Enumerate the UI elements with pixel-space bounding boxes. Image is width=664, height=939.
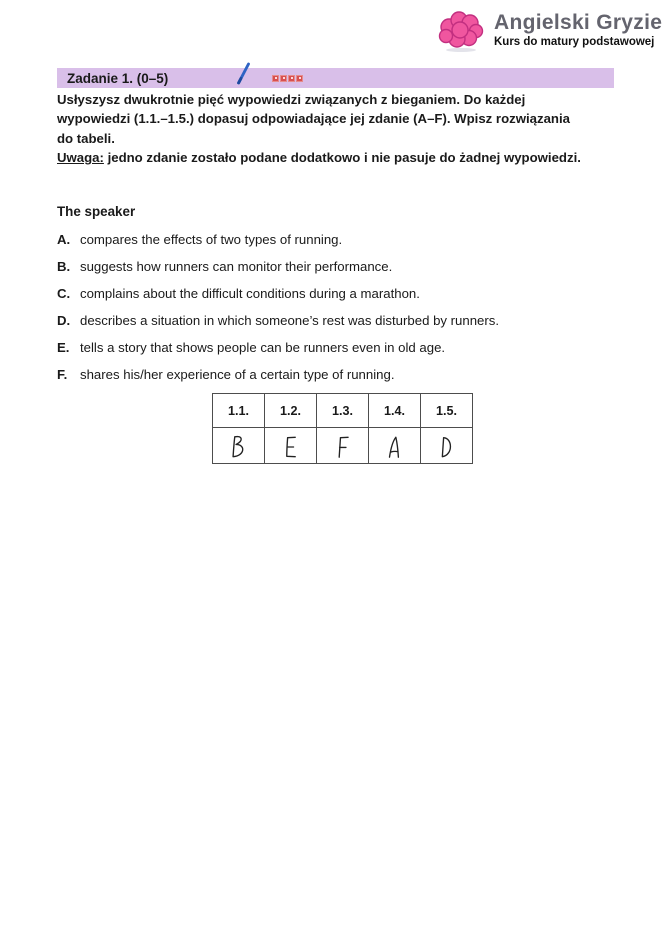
answer-cell [213, 428, 265, 464]
note-label: Uwaga: [57, 150, 104, 166]
answer-cell [369, 428, 421, 464]
answer-cell [265, 428, 317, 464]
sentence-letter: D. [57, 312, 71, 328]
sentence-text: shares his/her experience of a certain type of running. [80, 366, 395, 382]
task-instructions [57, 90, 581, 168]
sentence-list [57, 227, 499, 388]
sentence-letter: C. [57, 285, 71, 301]
sentence-item [57, 254, 499, 281]
task-title: Zadanie 1. (0–5) [67, 70, 169, 86]
brand-title: Angielski Gryzie [494, 11, 663, 34]
answers-table [212, 393, 473, 464]
instruction-line: do tabeli. [57, 130, 115, 146]
instruction-line: wypowiedzi (1.1.–1.5.) dopasuj odpowiadające jej zdanie (A–F). Wpisz rozwiązania [57, 111, 570, 127]
pen-icon [235, 60, 253, 86]
counter-square-icon [288, 75, 295, 82]
answer-header-cell: 1.1. [213, 394, 265, 428]
sentence-item [57, 362, 499, 389]
counter-square-icon [296, 75, 303, 82]
audio-counter-icon [272, 75, 303, 82]
sentence-letter: A. [57, 232, 71, 247]
sentence-item [57, 281, 499, 308]
sentence-text: complains about the difficult conditions during a marathon. [80, 285, 420, 301]
speaker-heading: The speaker [57, 204, 136, 219]
sentence-text: suggests how runners can monitor their performance. [80, 258, 393, 274]
sentence-text: tells a story that shows people can be runners even in old age. [80, 339, 446, 355]
answers-header-row [213, 394, 473, 428]
sentence-item [57, 227, 499, 254]
answer-header-cell: 1.3. [317, 394, 369, 428]
handwritten-answer-F [332, 434, 354, 460]
sentence-item [57, 335, 499, 362]
brand-text [494, 9, 662, 48]
handwritten-answer-B [228, 434, 250, 460]
answer-header-cell: 1.5. [421, 394, 473, 428]
handwritten-answer-D [436, 434, 458, 460]
sentence-item [57, 308, 499, 335]
answer-header-cell: 1.4. [369, 394, 421, 428]
instruction-line: Usłyszysz dwukrotnie pięć wypowiedzi związanych z bieganiem. Do każdej [57, 92, 526, 107]
note-text: jedno zdanie zostało podane dodatkowo i nie pasuje do żadnej wypowiedzi. [103, 150, 581, 166]
answer-header-cell: 1.2. [265, 394, 317, 428]
sentence-letter: B. [57, 258, 71, 274]
counter-square-icon [280, 75, 287, 82]
instruction-note [57, 148, 581, 167]
sentence-letter: E. [57, 339, 70, 355]
sentence-text: describes a situation in which someone’s rest was disturbed by runners. [80, 312, 500, 328]
handwritten-answer-E [280, 434, 302, 460]
counter-square-icon [272, 75, 279, 82]
sentence-text: compares the effects of two types of running. [80, 232, 343, 247]
brand-logo [436, 9, 662, 53]
answer-cell [317, 428, 369, 464]
sentence-letter: F. [57, 366, 68, 382]
brand-subtitle: Kurs do matury podstawowej [494, 36, 655, 48]
answer-cell [421, 428, 473, 464]
answers-value-row [213, 428, 473, 464]
handwritten-answer-A [384, 434, 406, 460]
brain-logo-icon [436, 9, 486, 53]
task-header-bar [57, 68, 614, 88]
